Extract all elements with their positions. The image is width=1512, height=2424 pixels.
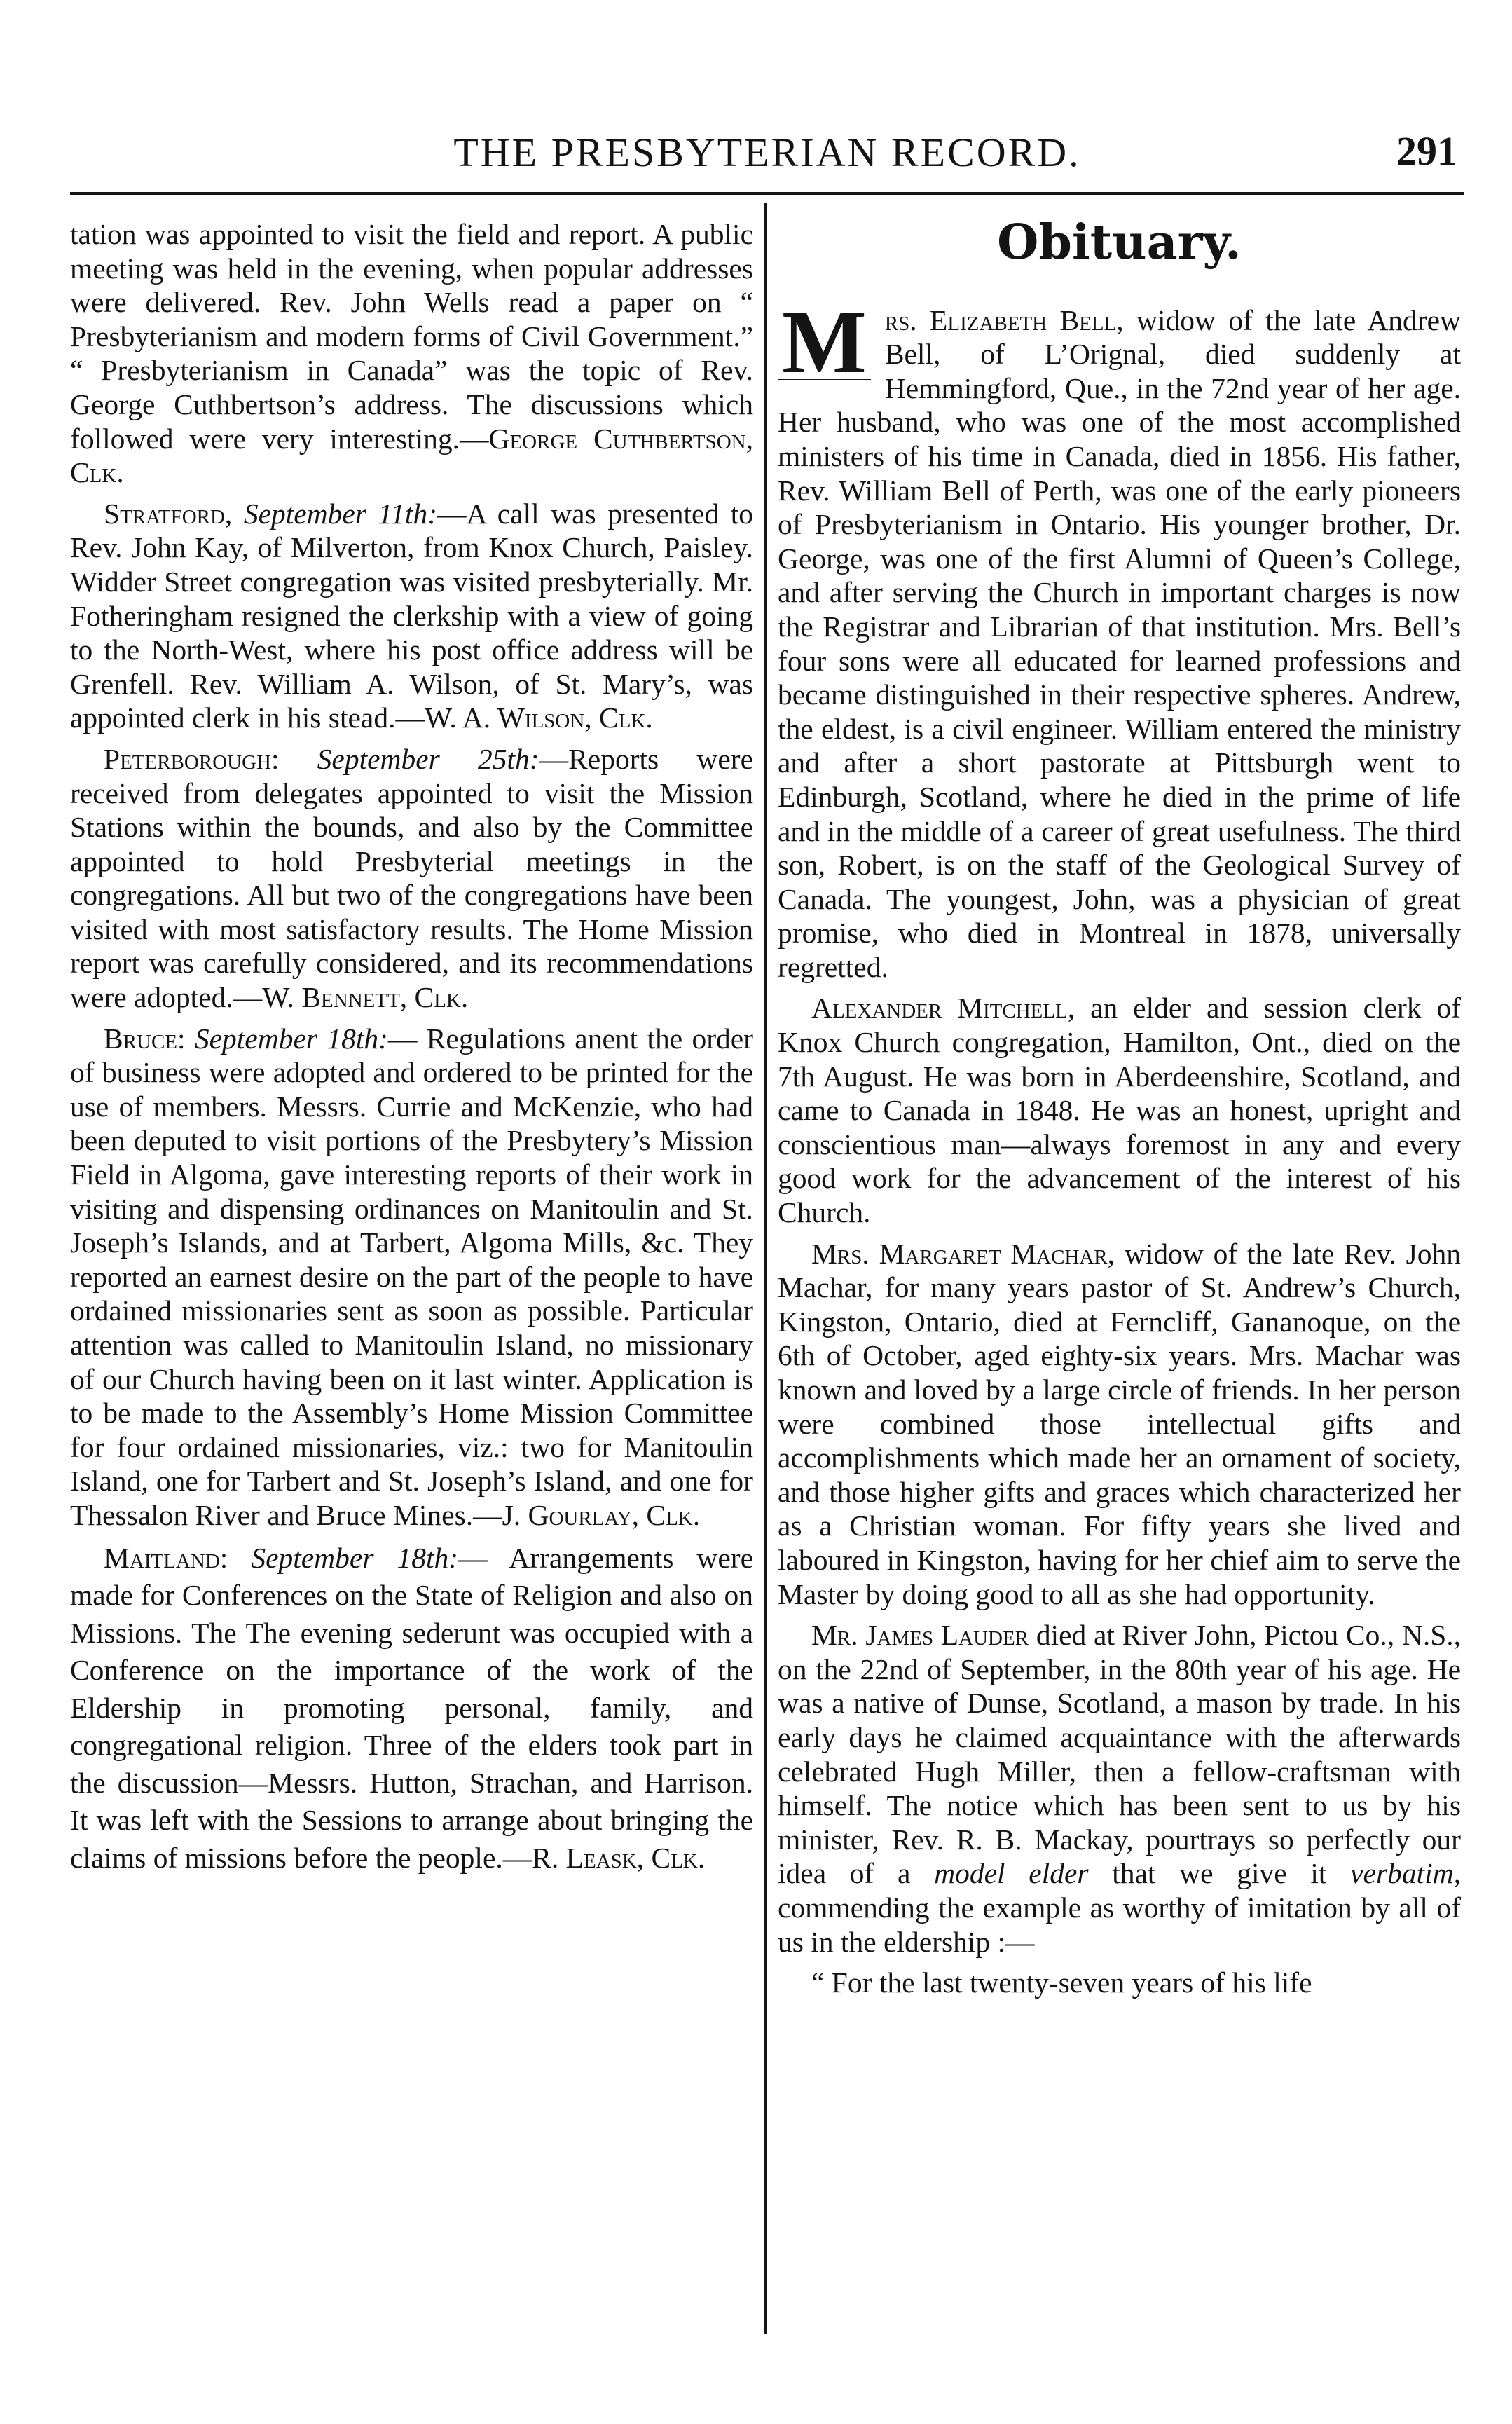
obituary-text: died at River John, Pictou Co., N.S., on the 22nd of September, in the 80th year of his age. He was a native of Dunse, Scotland, a mason by trade. In his early days he claimed acquaintance with the afterwards celebrated Hugh Miller, then a fellow-craftsman with himself. The notice which has been sent to us by his minister, Rev. R. B. Mackay, pourtrays so perfectly our idea of a — [778, 1619, 1462, 1890]
presbytery-report-continued — [70, 217, 753, 490]
obituary-text: widow of the late Andrew Bell, of L’Orignal, died suddenly at Hemmingford, Que., in the 72nd year of her age. Her husband, who was one of the most accomplished ministers of his time in Canada, died in 1856. His father, Rev. William Bell of Perth, was one of the early pioneers of Presbyterianism in Ontario. His younger brother, Dr. George, was one of the first Alumni of Queen’s College, and after serving the Church in important charges is now the Registrar and Librarian of that institution. Mrs. Bell’s four sons were all educated for learned professions and became distinguished in their respective spheres. Andrew, the eldest, is a civil engineer. William entered the ministry and after a short pastorate at Pittsburgh went to Edinburgh, Scotland, where he died in the prime of life and in the middle of a career of great usefulness. The third son, Robert, is on the staff of the Geological Survey of Canada. The youngest, John, was a physician of great promise, who died in Montreal in 1878, universally regretted. — [778, 303, 1461, 983]
right-column — [778, 214, 1462, 2007]
obituary-mitchell — [778, 991, 1461, 1229]
clerk-signature: W. A. Wilson, Clk. — [424, 701, 653, 734]
presbytery-name: Peterborough: — [104, 742, 280, 775]
obituary-text: that we give it — [1112, 1857, 1327, 1890]
obituary-machar — [778, 1237, 1461, 1612]
deceased-name: Mr. James Lauder — [811, 1619, 1029, 1652]
report-text: — Arrangements were made for Conferences on the State of Religion and also on Missions. The The evening sederunt was occupied with a Conference on the importance of the work of the Eldership in promoting personal, family, and congregational religion. Three of the elders took part in the discussion—Messrs. Hutton, Strachan, and Harrison. It was left with the Sessions to arrange about bringing the claims of missions before the people.— — [70, 1541, 754, 1874]
italic-phrase: verbatim, — [1350, 1857, 1462, 1890]
obituary-lauder — [778, 1618, 1461, 1959]
quotation-start: “ For the last twenty-seven years of his life — [811, 1966, 1312, 1999]
presbytery-name: Maitland: — [104, 1541, 228, 1574]
peterborough-report — [70, 742, 753, 1015]
obituary-bell — [778, 292, 1461, 985]
page-header — [70, 121, 1464, 191]
bruce-report — [70, 1022, 753, 1533]
page-number: 291 — [1396, 128, 1457, 174]
obituary-heading: Obituary. — [997, 214, 1242, 271]
maitland-report — [70, 1540, 753, 1877]
clerk-signature: R. Leask, Clk. — [532, 1841, 706, 1874]
presbytery-name: Stratford, — [104, 497, 233, 530]
report-text: tation was appointed to visit the field and report. A public meeting was held in the evening, when popular addresses were delivered. Rev. John Wells read a paper on “ Presbyterianism and modern forms of Civil Government.” “ Presbyterianism in Canada” was the topic of Rev. George Cuthbertson’s address. The discussions which followed were very interesting.— — [70, 218, 753, 455]
meeting-date: September 18th: — [194, 1022, 388, 1055]
deceased-name: Mrs. Margaret Machar, — [811, 1237, 1115, 1270]
running-title: THE PRESBYTERIAN RECORD. — [453, 130, 1081, 175]
header-rule — [70, 192, 1464, 195]
obituary-text: commending the example as worthy of imitation by all of us in the eldership :— — [778, 1891, 1461, 1958]
report-text: — Regulations anent the order of business were adopted and ordered to be printed for the use of members. Messrs. Currie and McKenzie, who had been deputed to visit portions of the Presbytery’s Mission Field in Algoma, gave interesting reports of their work in visiting and dispensing ordinances on Manitoulin and St. Joseph’s Islands, and at Tarbert, Algoma Mills, &c. They reported an earnest desire on the part of the people to have ordained missionaries sent as soon as possible. Particular attention was called to Manitoulin Island, no missionary of our Church having been on it last winter. Application is to be made to the Assembly’s Home Mission Committee for four ordained missionaries, viz.: two for Manitoulin Island, one for Tarbert and St. Joseph’s Island, and one for Thessalon River and Bruce Mines.— — [70, 1022, 753, 1531]
report-text: —Reports were received from delegates appointed to visit the Mission Stations within the bounds, and also by the Committee appointed to hold Presbyterial meetings in the congregations. All but two of the congregations have been visited with most satisfactory results. The Home Mission report was carefully considered, and its recommendations were adopted.— — [70, 742, 754, 1014]
deceased-name: rs. Elizabeth Bell, — [884, 303, 1124, 336]
stratford-report — [70, 497, 753, 735]
clerk-signature: George Cuthbertson, Clk. — [70, 422, 753, 489]
clerk-signature: J. Gourlay, Clk. — [502, 1498, 701, 1531]
italic-phrase: model elder — [934, 1857, 1089, 1890]
obituary-text: widow of the late Rev. John Machar, for many years pastor of St. Andrew’s Church, Kingston, Ontario, died at Ferncliff, Gananoque, on the 6th of October, aged eighty-six years. Mrs. Machar was known and loved by a large circle of friends. In her person were combined those intellectual gifts and accomplishments which made her an ornament of society, and those higher gifts and graces which characterized her as a Christian woman. For fifty years she lived and laboured in Kingston, having for her chief aim to serve the Master by doing good to all as she had opportunity. — [778, 1237, 1461, 1610]
meeting-date: September 11th: — [243, 497, 438, 530]
meeting-date: September 18th: — [251, 1541, 459, 1574]
deceased-name: Alexander Mitchell, — [811, 992, 1075, 1025]
clerk-signature: W. Bennett, Clk. — [262, 981, 469, 1014]
meeting-date: September 25th: — [317, 742, 539, 775]
column-divider — [764, 203, 767, 2334]
left-column — [70, 217, 753, 1884]
obituary-text: an elder and session clerk of Knox Church congregation, Hamilton, Ont., died on the 7th August. He was born in Aberdeenshire, Scotland, and came to Canada in 1848. He was an honest, upright and conscientious man—always foremost in any and every good work for the advancement of the interest of his Church. — [778, 992, 1461, 1229]
drop-cap: M — [778, 306, 871, 380]
report-text: —A call was presented to Rev. John Kay, of Milverton, from Knox Church, Paisley. Widder Street congregation was visited presbyterially. Mr. Fotheringham resigned the clerkship with a view of going to the North-West, where his post office address will be Grenfell. Rev. William A. Wilson, of St. Mary’s, was appointed clerk in his stead.— — [70, 497, 753, 734]
presbytery-name: Bruce: — [104, 1022, 186, 1055]
